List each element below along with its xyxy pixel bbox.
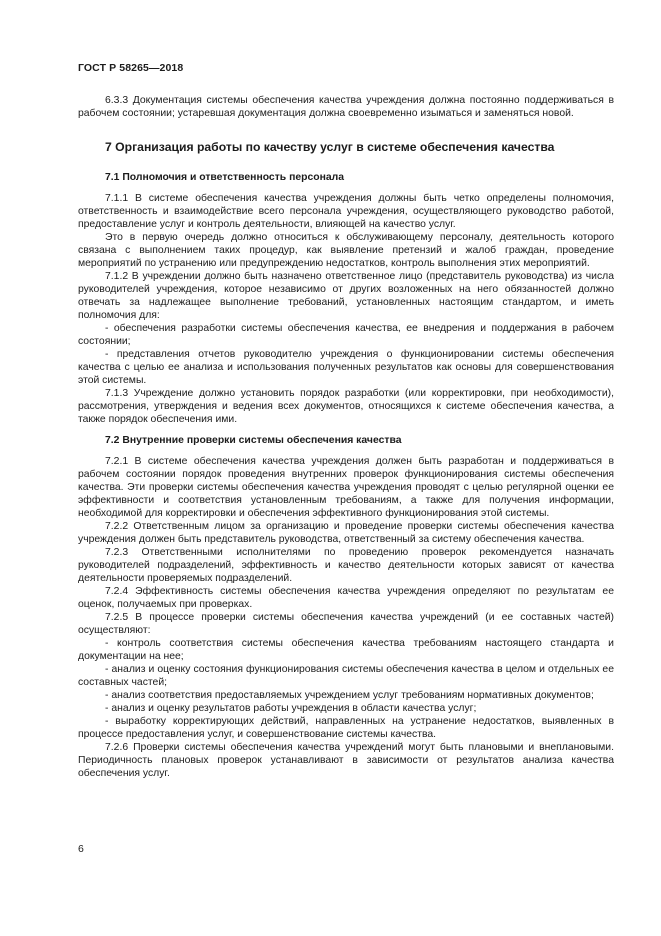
paragraph-7-2-6: 7.2.6 Проверки системы обеспечения качества учреждений могут быть плановыми и внеплановыми. Периодичность плановых проверок устанавливают в зависимости от результатов анализа качества обеспечения услуг. bbox=[78, 742, 614, 779]
list-item: - анализ соответствия предоставляемых учреждением услуг требованиям нормативных документов; bbox=[105, 690, 594, 701]
list-item: - анализ и оценку результатов работы учреждения в области качества услуг; bbox=[105, 703, 477, 714]
paragraph-7-2-3: 7.2.3 Ответственными исполнителями по проведению проверок рекомендуется назначать руководителей подразделений, эффективность и качество деятельности которых зависят от качества деятельности проверяемых подразделений. bbox=[78, 547, 614, 584]
paragraph-7-2-4: 7.2.4 Эффективность системы обеспечения качества учреждения определяют по результатам ее оценок, получаемых при проверках. bbox=[78, 586, 614, 610]
list-item: - контроль соответствия системы обеспечения качества требованиям настоящего стандарта и документации на нее; bbox=[78, 638, 614, 662]
list-item: - представления отчетов руководителю учреждения о функционировании системы обеспечения качества с целью ее анализа и использования полученных результатов как основы для совершенствования этой системы. bbox=[78, 349, 614, 386]
paragraph-6-3-3: 6.3.3 Документация системы обеспечения качества учреждения должна постоянно поддерживаться в рабочем состоянии; устаревшая документация должна своевременно изыматься и заменяться новой. bbox=[78, 95, 614, 119]
list-item: - обеспечения разработки системы обеспечения качества, ее внедрения и поддержания в рабочем состоянии; bbox=[78, 323, 614, 347]
document-header: ГОСТ Р 58265—2018 bbox=[78, 62, 184, 74]
paragraph-7-2-5: 7.2.5 В процессе проверки системы обеспечения качества учреждений (и ее составных частей) осуществляют: bbox=[78, 612, 614, 636]
subsection-7-1-title: 7.1 Полномочия и ответственность персонала bbox=[105, 172, 345, 183]
paragraph-7-1-1-cont: Это в первую очередь должно относиться к обслуживающему персоналу, деятельность которого связана с выполнением таких процедур, как выявление претензий и жалоб граждан, проведение мероприятий по устранению или предупреждению недостатков, контроль выполнения этих мероприятий. bbox=[78, 232, 614, 269]
page-number: 6 bbox=[78, 843, 84, 855]
section-7-title: 7 Организация работы по качеству услуг в системе обеспечения качества bbox=[105, 140, 555, 154]
paragraph-7-2-1: 7.2.1 В системе обеспечения качества учреждения должен быть разработан и поддерживаться в рабочем состоянии порядок проведения внутренних проверок функционирования системы обеспечения качества. Эти проверки системы обеспечения качества учреждения проводят с целью регулярной оценки ее эффективности и соответствия установленным требованиям, а также для получения информации, необходимой для корректировки и обеспечения эффективного функционирования этой системы. bbox=[78, 456, 614, 519]
paragraph-7-1-2: 7.1.2 В учреждении должно быть назначено ответственное лицо (представитель руководства) из числа руководителей учреждения, которое независимо от других возложенных на него обязанностей должно отвечать за надлежащее выполнение требований, установленных настоящим стандартом, и иметь полномочия для: bbox=[78, 271, 614, 321]
subsection-7-2-title: 7.2 Внутренние проверки системы обеспечения качества bbox=[105, 435, 402, 446]
paragraph-7-1-1: 7.1.1 В системе обеспечения качества учреждения должны быть четко определены полномочия, ответственность и взаимодействие всего персонала учреждения, осуществляющего руководство работой, предоставление услуг и контроль деятельности, влияющей на качество услуг. bbox=[78, 193, 614, 230]
list-item: - выработку корректирующих действий, направленных на устранение недостатков, выявленных в процессе предоставления услуг, и совершенствование системы качества. bbox=[78, 716, 614, 740]
list-item: - анализ и оценку состояния функционирования системы обеспечения качества в целом и отдельных ее составных частей; bbox=[78, 664, 614, 688]
paragraph-7-1-3: 7.1.3 Учреждение должно установить порядок разработки (или корректировки, при необходимости), рассмотрения, утверждения и ведения всех документов, относящихся к системе обеспечения качества, а также порядок обеспечения ими. bbox=[78, 388, 614, 425]
paragraph-7-2-2: 7.2.2 Ответственным лицом за организацию и проведение проверки системы обеспечения качества учреждения должен быть представитель руководства, ответственный за систему обеспечения качества. bbox=[78, 521, 614, 545]
document-body bbox=[78, 94, 614, 780]
